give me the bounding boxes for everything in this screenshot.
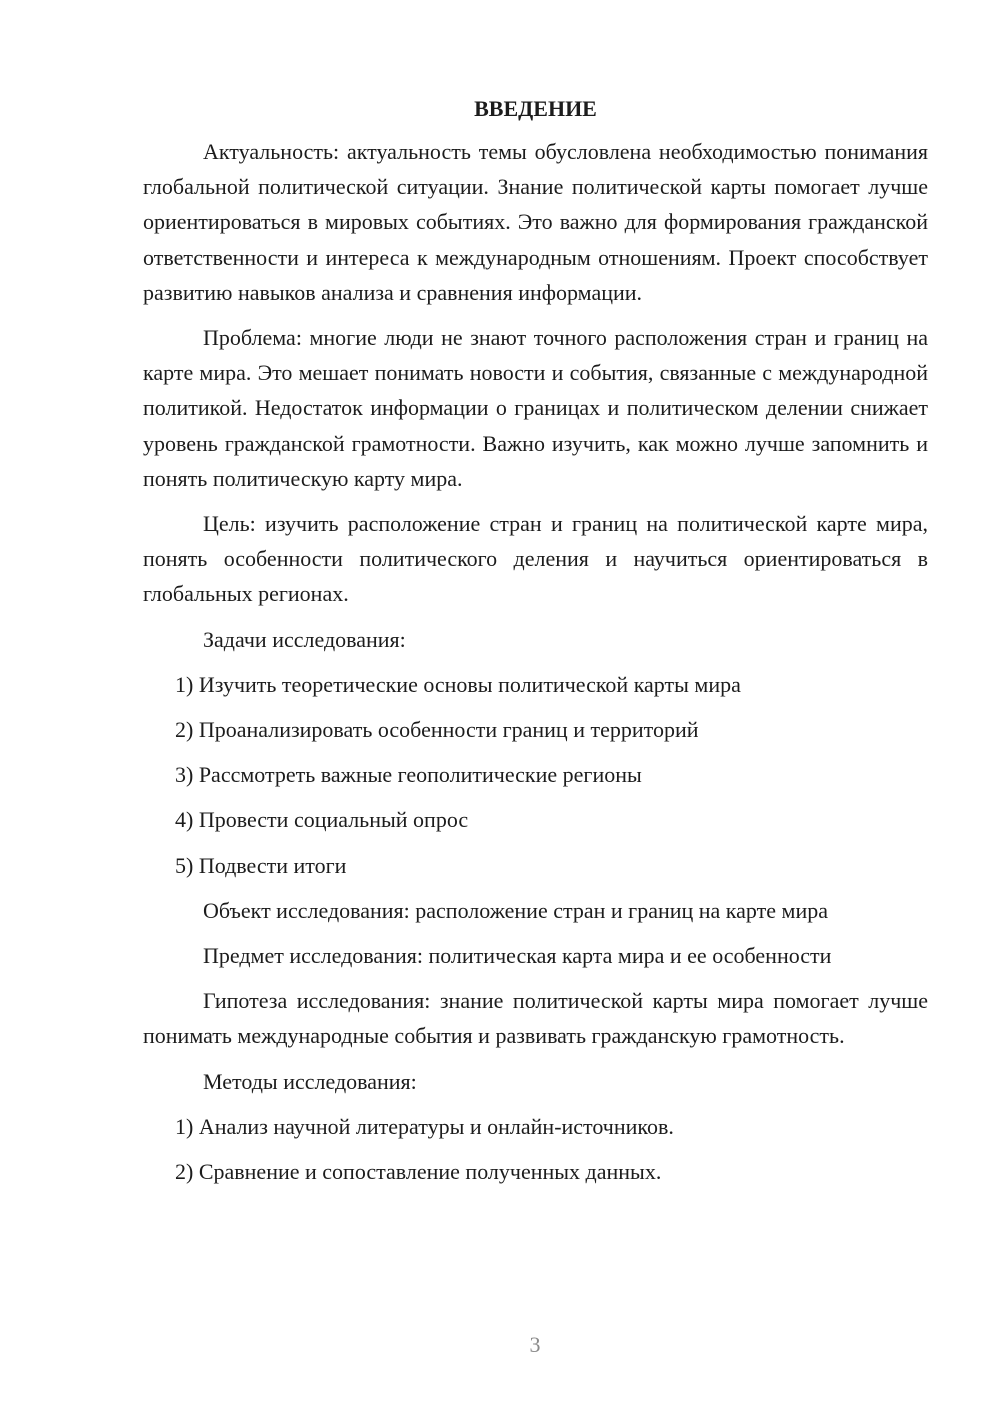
task-item: 3) Рассмотреть важные геополитические регионы (175, 762, 642, 788)
relevance-paragraph: Актуальность: актуальность темы обусловлена необходимостью понимания глобальной политической ситуации. Знание политической карты помогает лучше ориентироваться в мировых событиях. Это важно для формирования гражданской ответственности и интереса к международным отношениям. Проект способствует развитию навыков анализа и сравнения информации. (143, 139, 928, 305)
methods-heading: Методы исследования: (203, 1068, 417, 1094)
tasks-heading: Задачи исследования: (203, 626, 406, 652)
method-item: 1) Анализ научной литературы и онлайн-источников. (175, 1113, 674, 1139)
task-item: 4) Провести социальный опрос (175, 807, 469, 833)
task-item: 1) Изучить теоретические основы политической карты мира (175, 671, 741, 697)
page-number: 3 (529, 1332, 541, 1357)
research-object: Объект исследования: расположение стран и границ на карте мира (203, 897, 828, 923)
page-content (143, 93, 928, 1199)
method-item: 2) Сравнение и сопоставление полученных данных. (175, 1159, 662, 1185)
goal-paragraph: Цель: изучить расположение стран и границ на политической карте мира, понять особенности политического деления и научиться ориентироваться в глобальных регионах. (143, 511, 928, 607)
hypothesis-paragraph: Гипотеза исследования: знание политической карты мира помогает лучше понимать международные события и развивать гражданскую грамотность. (143, 988, 928, 1049)
task-item: 2) Проанализировать особенности границ и территорий (175, 717, 699, 743)
problem-paragraph: Проблема: многие люди не знают точного расположения стран и границ на карте мира. Это мешает понимать новости и события, связанные с международной политикой. Недостаток информации о границах и политическом делении снижает уровень гражданской грамотности. Важно изучить, как можно лучше запомнить и понять политическую карту мира. (143, 325, 928, 491)
section-title: ВВЕДЕНИЕ (474, 96, 597, 121)
task-item: 5) Подвести итоги (175, 852, 347, 878)
research-subject: Предмет исследования: политическая карта мира и ее особенности (203, 943, 832, 969)
